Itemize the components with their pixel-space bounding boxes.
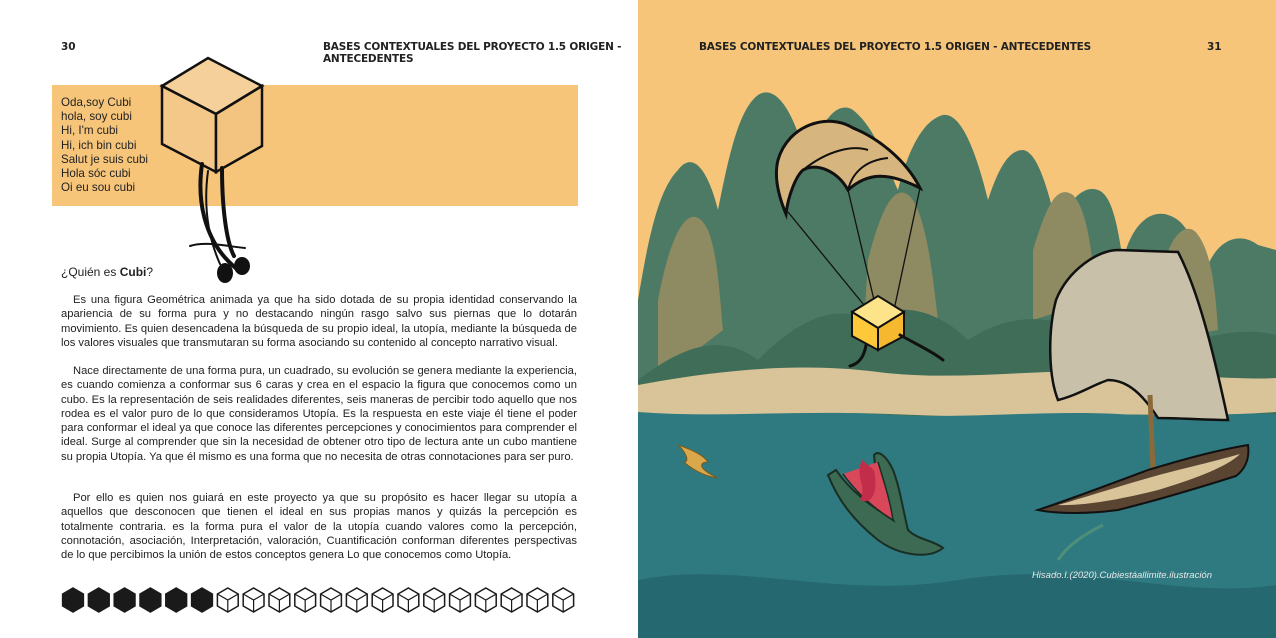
hexagon-outline xyxy=(424,588,445,612)
hexagon-outline xyxy=(243,588,264,612)
right-page xyxy=(638,0,1276,638)
progress-hexagon-row xyxy=(61,586,581,614)
page-number-left: 30 xyxy=(61,41,76,53)
landscape-illustration xyxy=(638,0,1276,638)
paragraph-1: Es una figura Geométrica animada ya que ha sido dotada de su propia identidad conservando la apariencia de su forma pura y no destacando ningún rasgo salvo sus piernas que lo dotarán movimiento. Es quien desencadena la búsqueda de su propio ideal, la utopía, mediante la búsqueda de los valores visuales que transmutaran su forma asociando su contenido al concepto narrativo visual. xyxy=(61,294,577,349)
hexagon-outline xyxy=(501,588,522,612)
question-suffix: ? xyxy=(146,265,154,279)
cubi-character-illustration xyxy=(150,56,280,291)
hexagon-outline xyxy=(398,588,419,612)
illustration-caption: Hisado.I.(2020).Cubiestáallimite.ilustración xyxy=(1031,570,1212,581)
question-heading xyxy=(61,265,153,279)
paragraph-2: Nace directamente de una forma pura, un cuadrado, su evolución se genera mediante la experiencia, es cuando comienza a conformar sus 6 caras y crea en el espacio la figura que conocemos como un cubo. Es la representación de seis realidades diferentes, seis maneras de percibir todo aquello que nos rodea es el valor puro de lo que consideramos Utopía. Es la respuesta en este viaje él tiene el poder para conformar el ideal ya que conoce las diferentes percepciones y conocimientos para comprender el ideal. Surge al comprender que sin la necesidad de obtener otro tipo de lectura ante un cubo mantiene su propia Utopía. Ya que él mismo es una forma que no necesita de otras connotaciones para ser puro. xyxy=(61,365,577,463)
poem-line: hola, soy cubi xyxy=(61,110,132,124)
question-name: Cubi xyxy=(119,265,147,279)
paragraph-3: Por ello es quien nos guiará en este proyecto ya que su propósito es hacer llegar su utopía a aquellos que desconocen que tienen el ideal en sus propias manos y quizás la percepción es totalmente contraria. es la forma pura el valor de la utopía cuando valores como la percepción, connotación, asociación, Interpretación, valoración, Cuantificación conforman diferentes perspectivas de lo que percibimos la unión de estos conceptos genera Lo que conocemos como Utopía. xyxy=(61,492,577,562)
hexagon-filled xyxy=(140,588,161,612)
hexagon-outline xyxy=(475,588,496,612)
page-number-right: 31 xyxy=(1207,41,1222,53)
running-header-right: BASES CONTEXTUALES DEL PROYECTO 1.5 ORIGEN - ANTECEDENTES xyxy=(699,41,1092,53)
poem-line: Hola sóc cubi xyxy=(61,167,131,181)
hexagon-filled xyxy=(192,588,213,612)
hexagon-outline xyxy=(346,588,367,612)
hexagon-outline xyxy=(527,588,548,612)
poem-line: Salut je suis cubi xyxy=(61,152,148,166)
poem-line: Hi, I'm cubi xyxy=(61,124,118,138)
hexagon-filled xyxy=(63,588,84,612)
hexagon-filled xyxy=(88,588,109,612)
question-prefix: ¿Quién es xyxy=(61,265,120,279)
poem xyxy=(61,96,148,195)
boat-mast xyxy=(1150,395,1153,470)
hexagon-outline xyxy=(295,588,316,612)
hexagon-outline xyxy=(372,588,393,612)
hexagon-outline xyxy=(269,588,290,612)
running-header-left: BASES CONTEXTUALES DEL PROYECTO 1.5 ORIGEN - ANTECEDENTES xyxy=(323,41,622,65)
poem-line: Oda,soy Cubi xyxy=(61,96,132,109)
hexagon-outline xyxy=(553,588,574,612)
poem-line: Oi eu sou cubi xyxy=(61,181,136,195)
hexagon-outline xyxy=(450,588,471,612)
hexagon-outline xyxy=(217,588,238,612)
poem-line: Hi, ich bin cubi xyxy=(61,138,137,152)
hexagon-outline xyxy=(321,588,342,612)
hexagon-filled xyxy=(114,588,135,612)
hexagon-filled xyxy=(166,588,187,612)
